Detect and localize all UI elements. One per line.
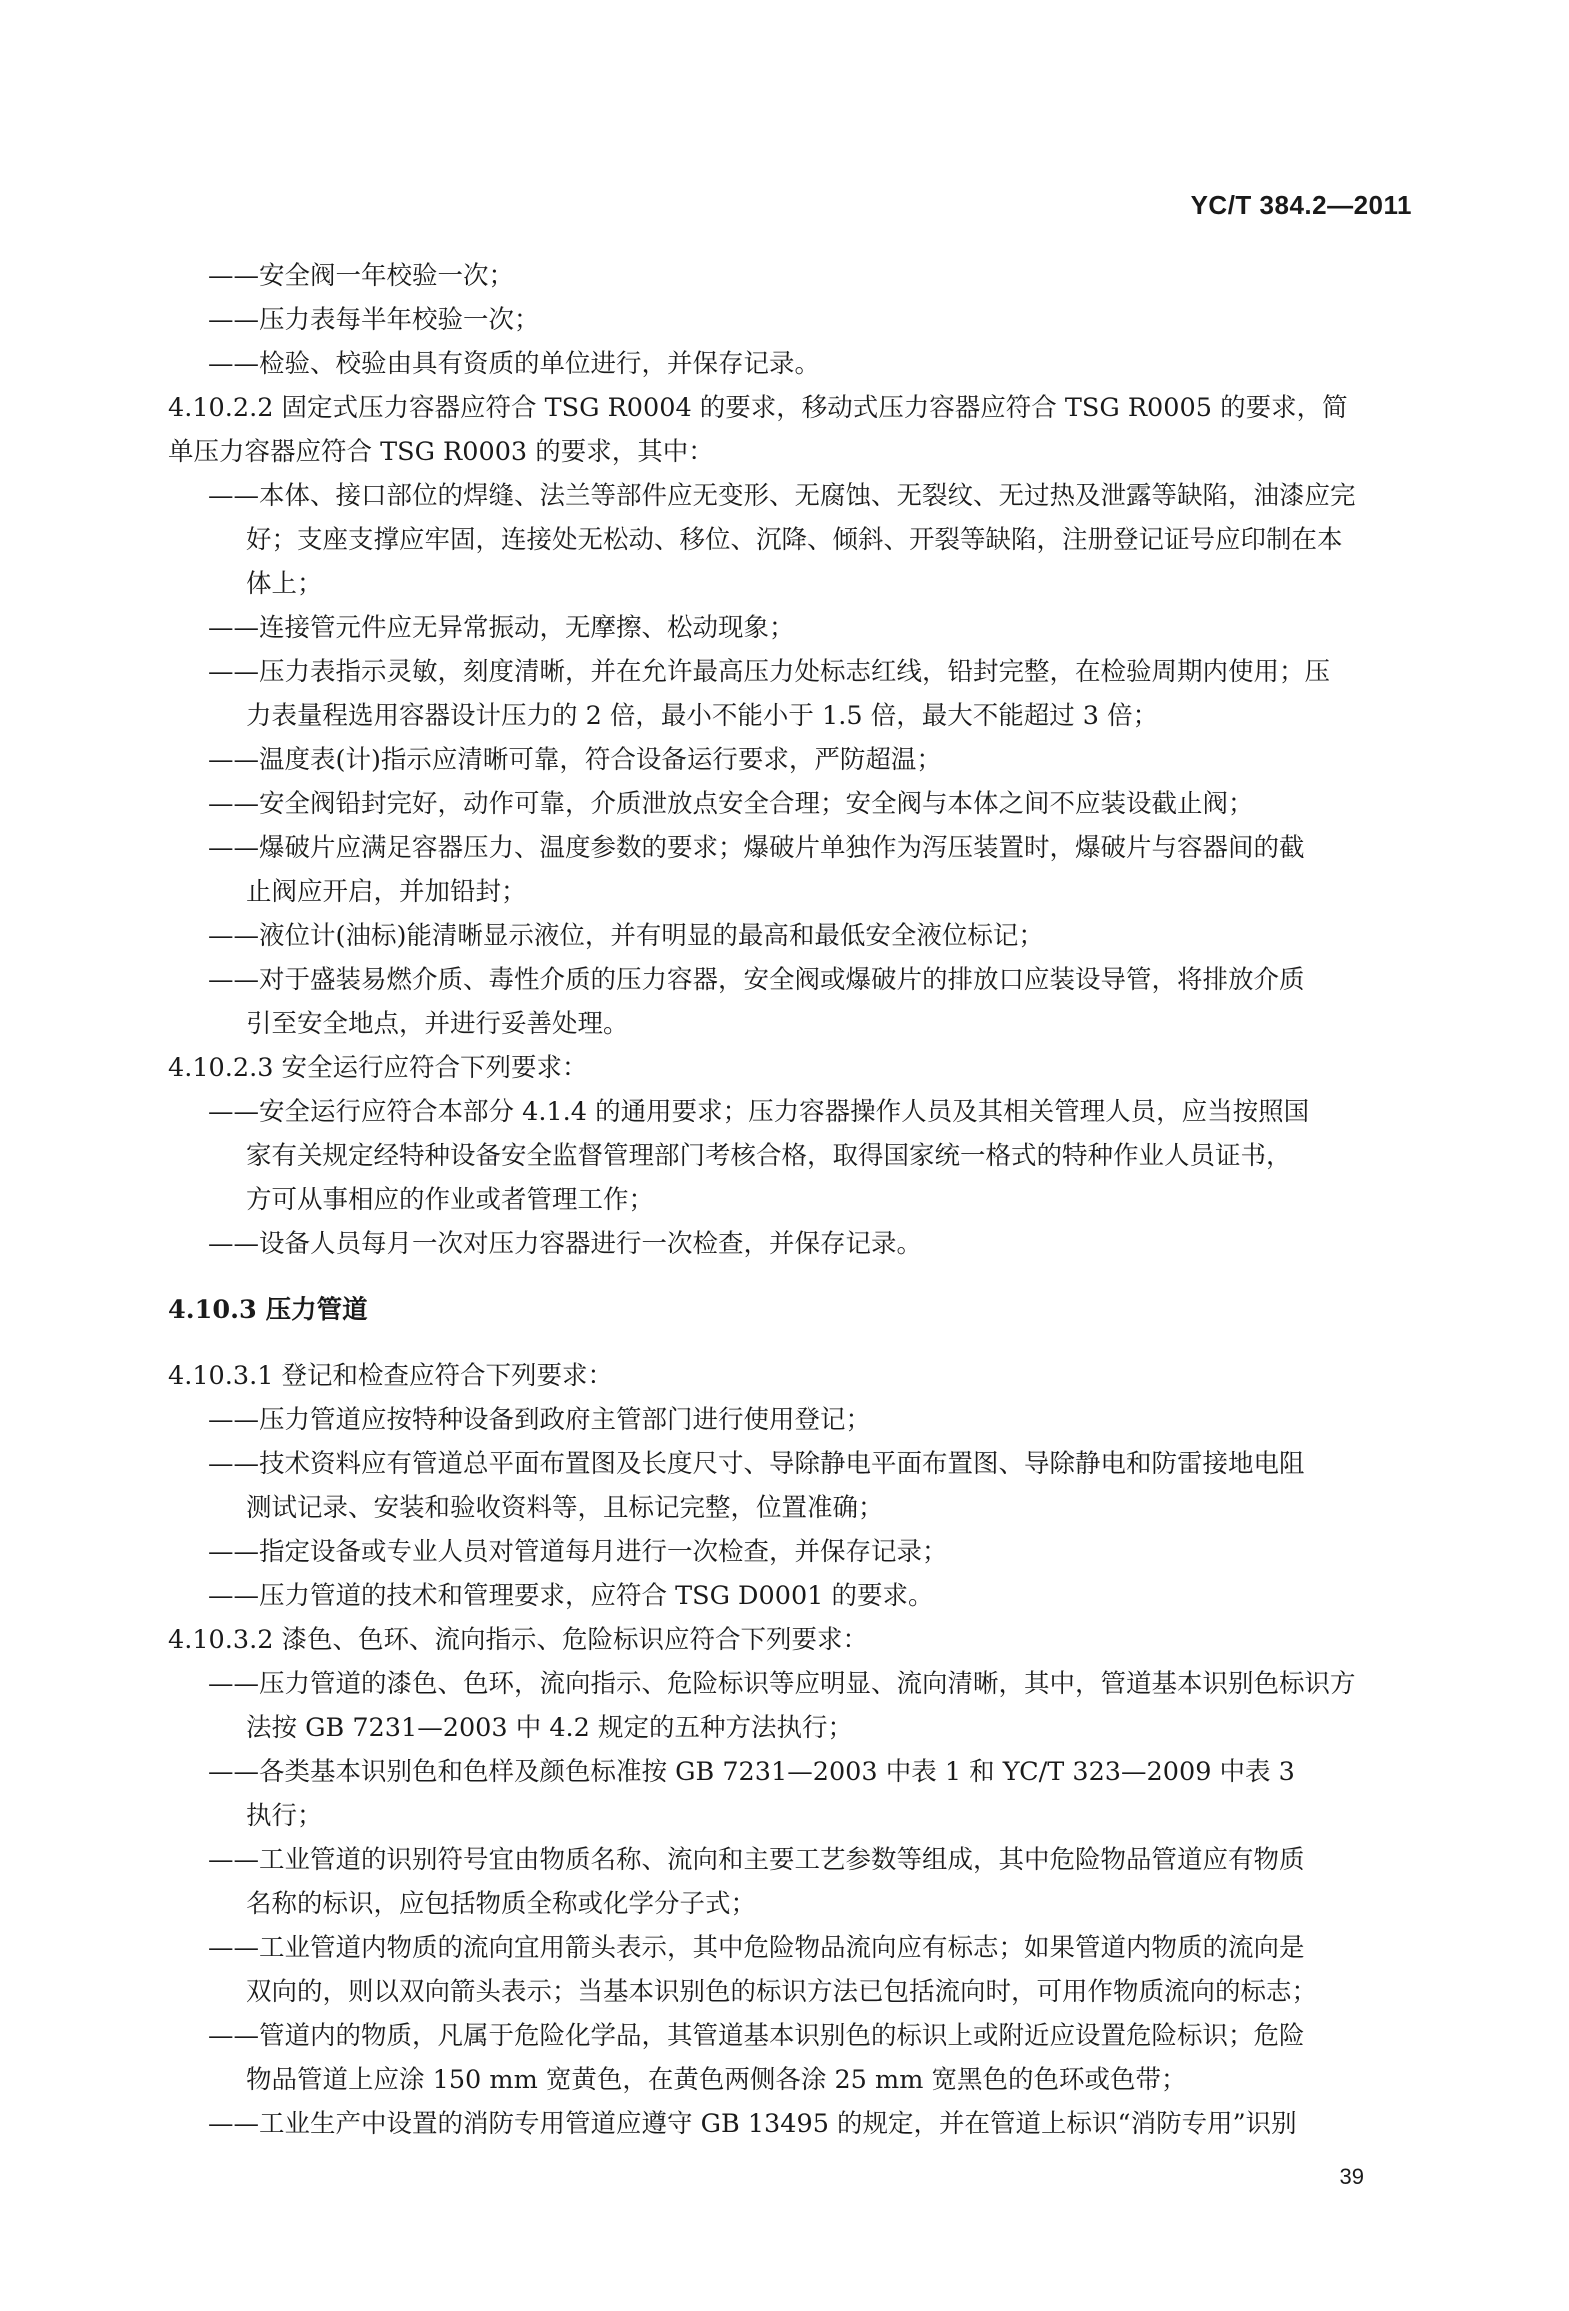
list-item: ——压力管道的技术和管理要求，应符合 TSG D0001 的要求。 — [208, 1581, 934, 1611]
list-item: ——安全运行应符合本部分 4.1.4 的通用要求；压力容器操作人员及其相关管理人员，应当按照国 — [208, 1097, 1310, 1127]
list-item: ——液位计(油标)能清晰显示液位，并有明显的最高和最低安全液位标记； — [208, 921, 1044, 951]
list-item: ——对于盛装易燃介质、毒性介质的压力容器，安全阀或爆破片的排放口应装设导管，将排放介质 — [208, 965, 1305, 995]
list-item-continuation: 体上； — [246, 569, 323, 599]
list-item: ——指定设备或专业人员对管道每月进行一次检查，并保存记录； — [208, 1537, 948, 1567]
list-item: ——爆破片应满足容器压力、温度参数的要求；爆破片单独作为泻压装置时，爆破片与容器间的截 — [208, 833, 1305, 863]
section-heading-4-10-3: 4.10.3 压力管道 — [168, 1295, 368, 1325]
list-item: ——压力表指示灵敏，刻度清晰，并在允许最高压力处标志红线，铅封完整，在检验周期内使用；压 — [208, 657, 1331, 687]
list-item: ——安全阀铅封完好，动作可靠，介质泄放点安全合理；安全阀与本体之间不应装设截止阀； — [208, 789, 1254, 819]
clause-text: 单压力容器应符合 TSG R0003 的要求，其中： — [168, 437, 714, 467]
list-item: ——工业管道内物质的流向宜用箭头表示，其中危险物品流向应有标志；如果管道内物质的流向是 — [208, 1933, 1305, 1963]
clause-4-10-3-2: 4.10.3.2 漆色、色环、流向指示、危险标识应符合下列要求： — [168, 1625, 869, 1655]
list-item: ——压力管道的漆色、色环，流向指示、危险标识等应明显、流向清晰，其中，管道基本识别色标识方 — [208, 1669, 1356, 1699]
clause-4-10-2-3: 4.10.2.3 安全运行应符合下列要求： — [168, 1053, 588, 1083]
list-item: ——本体、接口部位的焊缝、法兰等部件应无变形、无腐蚀、无裂纹、无过热及泄露等缺陷，油漆应完 — [208, 481, 1356, 511]
list-item-continuation: 引至安全地点，并进行妥善处理。 — [246, 1009, 629, 1039]
list-item: ——压力表每半年校验一次； — [208, 305, 540, 335]
list-item-continuation: 双向的，则以双向箭头表示；当基本识别色的标识方法已包括流向时，可用作物质流向的标志； — [246, 1977, 1318, 2007]
list-item: ——连接管元件应无异常振动，无摩擦、松动现象； — [208, 613, 795, 643]
page-number: 39 — [1339, 2164, 1364, 2189]
clause-4-10-2-2: 4.10.2.2 固定式压力容器应符合 TSG R0004 的要求，移动式压力容器应符合 TSG R0005 的要求，简 — [168, 393, 1348, 423]
list-item-continuation: 执行； — [246, 1801, 323, 1831]
document-body — [168, 254, 1414, 2146]
list-item: ——设备人员每月一次对压力容器进行一次检查，并保存记录。 — [208, 1229, 923, 1259]
list-item-continuation: 方可从事相应的作业或者管理工作； — [246, 1185, 655, 1215]
list-item-continuation: 测试记录、安装和验收资料等，且标记完整，位置准确； — [246, 1493, 884, 1523]
list-item: ——压力管道应按特种设备到政府主管部门进行使用登记； — [208, 1405, 872, 1435]
list-item-continuation: 法按 GB 7231—2003 中 4.2 规定的五种方法执行； — [246, 1713, 853, 1743]
list-item-continuation: 止阀应开启，并加铅封； — [246, 877, 527, 907]
list-item-continuation: 名称的标识，应包括物质全称或化学分子式； — [246, 1889, 757, 1919]
list-item: ——各类基本识别色和色样及颜色标准按 GB 7231—2003 中表 1 和 YC/T 323—2009 中表 3 — [208, 1757, 1295, 1787]
list-item: ——温度表(计)指示应清晰可靠，符合设备运行要求，严防超温； — [208, 745, 942, 775]
list-item: ——管道内的物质，凡属于危险化学品，其管道基本识别色的标识上或附近应设置危险标识；危险 — [208, 2021, 1305, 2051]
document-code-header: YC/T 384.2—2011 — [1190, 190, 1412, 220]
list-item: ——工业管道的识别符号宜由物质名称、流向和主要工艺参数等组成，其中危险物品管道应有物质 — [208, 1845, 1305, 1875]
list-item-continuation: 物品管道上应涂 150 mm 宽黄色，在黄色两侧各涂 25 mm 宽黑色的色环或色带； — [246, 2065, 1187, 2095]
list-item-continuation: 好；支座支撑应牢固，连接处无松动、移位、沉降、倾斜、开裂等缺陷，注册登记证号应印制在本 — [246, 525, 1343, 555]
clause-4-10-3-1: 4.10.3.1 登记和检查应符合下列要求： — [168, 1361, 614, 1391]
list-item: ——技术资料应有管道总平面布置图及长度尺寸、导除静电平面布置图、导除静电和防雷接地电阻 — [208, 1449, 1305, 1479]
list-item: ——工业生产中设置的消防专用管道应遵守 GB 13495 的规定，并在管道上标识“消防专用”识别 — [208, 2109, 1297, 2139]
list-item: ——安全阀一年校验一次； — [208, 261, 515, 291]
list-item: ——检验、校验由具有资质的单位进行，并保存记录。 — [208, 349, 821, 379]
list-item-continuation: 力表量程选用容器设计压力的 2 倍，最小不能小于 1.5 倍，最大不能超过 3 倍； — [246, 701, 1159, 731]
list-item-continuation: 家有关规定经特种设备安全监督管理部门考核合格，取得国家统一格式的特种作业人员证书， — [246, 1141, 1292, 1171]
